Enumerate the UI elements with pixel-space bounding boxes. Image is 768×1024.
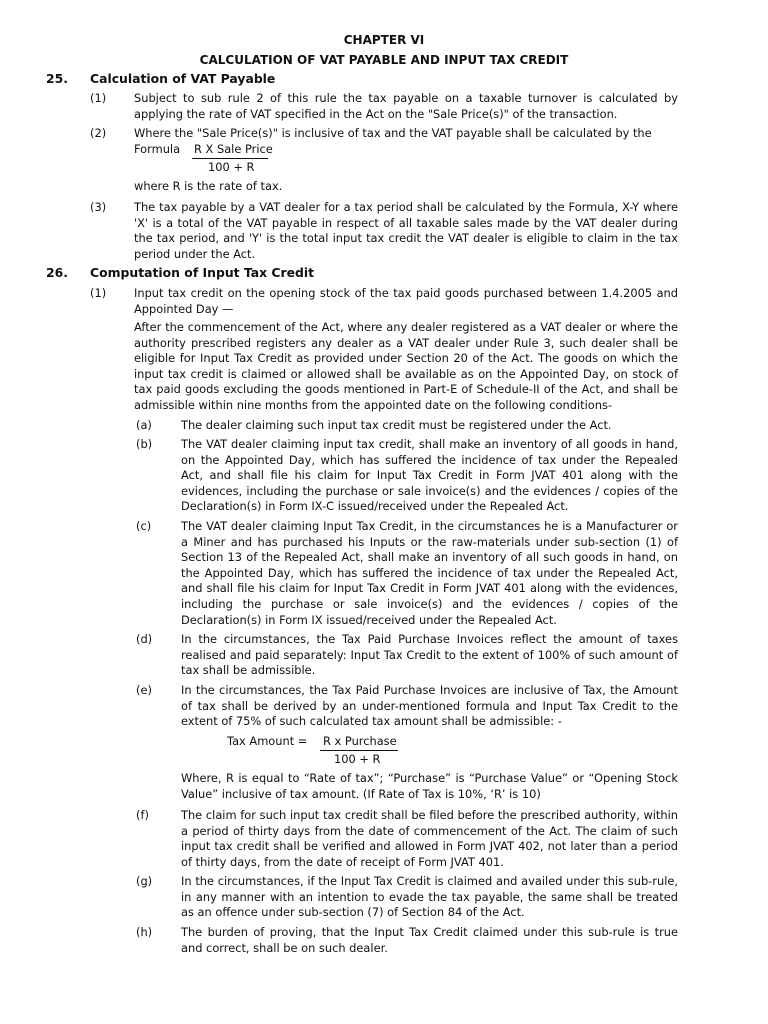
s26-formula-denominator: 100 + R xyxy=(334,752,381,766)
s26-item-b-number: (b) xyxy=(136,437,153,451)
section-26-title: Computation of Input Tax Credit xyxy=(90,265,315,280)
s25-formula-denominator: 100 + R xyxy=(208,160,255,174)
s25-clause-1-number: (1) xyxy=(90,91,107,105)
s26-item-c-number: (c) xyxy=(136,519,152,533)
document-title: CALCULATION OF VAT PAYABLE AND INPUT TAX CREDIT xyxy=(199,53,569,67)
s25-clause-3-number: (3) xyxy=(90,200,107,214)
section-25-number: 25. xyxy=(46,71,68,86)
s25-formula-label: Formula xyxy=(134,142,181,156)
s26-item-e-number: (e) xyxy=(136,683,152,697)
s25-formula-where: where R is the rate of tax. xyxy=(134,179,283,193)
s26-formula-label: Tax Amount = xyxy=(227,734,308,748)
s26-clause-1-paragraph: After the commencement of the Act, where any dealer registered as a VAT dealer or where the authority prescribed registers any dealer as a VAT dealer under Rule 3, such dealer shall be eligible for Input Tax Credit as provided under Section 20 of the Act. The goods on which the input tax credit is claimed or allowed shall be available as on the Appointed Day, on stock of tax paid goods excluding the goods mentioned in Part-E of Schedule-II of the Act, and shall be admissible within nine months from the appointed date on the following conditions- xyxy=(134,320,678,412)
s25-formula-numerator: R X Sale Price xyxy=(194,142,273,156)
s26-item-d-text: In the circumstances, the Tax Paid Purchase Invoices reflect the amount of taxes realised and paid separately: Input Tax Credit to the extent of 100% of such amount of tax shall be admissible. xyxy=(181,632,678,678)
s26-formula-numerator: R x Purchase xyxy=(323,734,397,748)
s26-item-g-number: (g) xyxy=(136,874,153,888)
s26-fraction-bar xyxy=(320,750,398,751)
s25-fraction-bar xyxy=(192,158,268,159)
s26-item-a-text: The dealer claiming such input tax credit must be registered under the Act. xyxy=(181,418,612,432)
s26-item-c-text: The VAT dealer claiming Input Tax Credit, in the circumstances he is a Manufacturer or a Miner and has purchased his Inputs or the raw-materials under sub-section (1) of Section 13 of the Repealed Act, shall make an inventory of all such goods in hand, on the Appointed Day, which has suffered the incidence of tax under the Repealed Act, and shall file his claim for Input Tax Credit in Form JVAT 401 along with the evidences, including the purchase or sale invoice(s) and the evidences / copies of the Declaration(s) in Form IX issued/received under the Repealed Act. xyxy=(181,519,678,627)
s26-item-g-text: In the circumstances, if the Input Tax Credit is claimed and availed under this sub-rule, in any manner with an intention to evade the tax payable, the same shall be treated as an offence under sub-section (7) of Section 84 of the Act. xyxy=(181,874,678,920)
s26-item-b-text: The VAT dealer claiming input tax credit, shall make an inventory of all goods in hand, on the Appointed Day, which has suffered the incidence of tax under the Repealed Act, and shall file his claim for Input Tax Credit in Form JVAT 401 along with the evidences, including the purchase or sale invoice(s) and the evidences / copies of the Declaration(s) in Form IX-C issued/received under the Repealed Act. xyxy=(181,437,678,514)
s26-item-d-number: (d) xyxy=(136,632,153,646)
s26-item-a-number: (a) xyxy=(136,418,152,432)
s26-clause-1-number: (1) xyxy=(90,286,107,300)
chapter-heading: CHAPTER VI xyxy=(343,33,425,47)
s26-item-h-number: (h) xyxy=(136,925,153,939)
s26-item-f-text: The claim for such input tax credit shall be filed before the prescribed authority, within a period of thirty days from the date of commencement of the Act. The claim of such input tax credit shall be verified and allowed in Form JVAT 402, not later than a period of thirty days, from the date of receipt of Form JVAT 401. xyxy=(181,808,678,869)
s26-item-f-number: (f) xyxy=(136,808,149,822)
s25-clause-2-number: (2) xyxy=(90,126,107,140)
s26-item-e-text: In the circumstances, the Tax Paid Purchase Invoices are inclusive of Tax, the Amount of tax shall be derived by an under-mentioned formula and Input Tax Credit to the extent of 75% of such calculated tax amount shall be admissible: - xyxy=(181,683,678,729)
s25-clause-1-text: Subject to sub rule 2 of this rule the tax payable on a taxable turnover is calculated by applying the rate of VAT specified in the Act on the "Sale Price(s)" of the transaction. xyxy=(134,91,678,121)
s26-clause-1-text: Input tax credit on the opening stock of the tax paid goods purchased between 1.4.2005 and Appointed Day — xyxy=(134,286,678,316)
s26-formula-where: Where, R is equal to “Rate of tax”; “Purchase” is “Purchase Value” or “Opening Stock Value” inclusive of tax amount. (If Rate of Tax is 10%, ‘R’ is 10) xyxy=(181,771,678,801)
s25-clause-2-text: Where the "Sale Price(s)" is inclusive of tax and the VAT payable shall be calculated by the xyxy=(134,126,652,140)
s25-clause-3-text: The tax payable by a VAT dealer for a tax period shall be calculated by the Formula, X-Y where 'X' is a total of the VAT payable in respect of all taxable sales made by the VAT dealer during the tax period, and 'Y' is the total input tax credit the VAT dealer is eligible to claim in the tax period under the Act. xyxy=(134,200,678,261)
section-25-title: Calculation of VAT Payable xyxy=(90,71,276,86)
section-26-number: 26. xyxy=(46,265,68,280)
s26-item-h-text: The burden of proving, that the Input Tax Credit claimed under this sub-rule is true and correct, shall be on such dealer. xyxy=(181,925,678,955)
